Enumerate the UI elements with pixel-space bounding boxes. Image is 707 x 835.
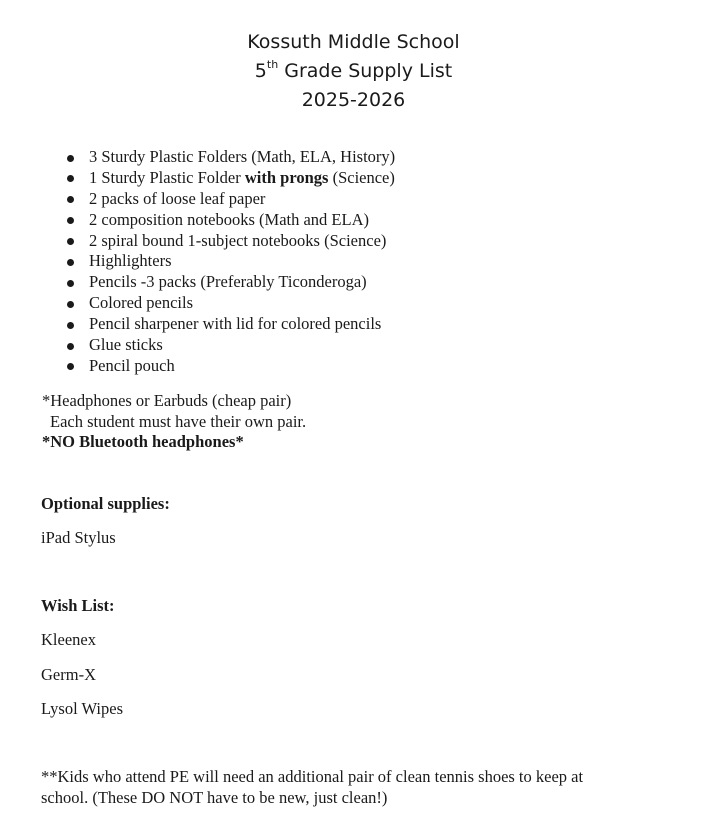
bullet-icon <box>67 175 74 182</box>
wishlist-item: Kleenex <box>41 630 96 649</box>
wishlist-item: Germ-X <box>41 665 96 684</box>
list-title <box>0 57 707 86</box>
school-name: Kossuth Middle School <box>247 31 460 53</box>
optional-heading: Optional supplies: <box>41 494 170 513</box>
no-bluetooth-warning: *NO Bluetooth headphones* <box>42 432 244 451</box>
page-header <box>0 28 707 115</box>
headphones-line: *Headphones or Earbuds (cheap pair) <box>42 391 292 410</box>
bullet-icon <box>67 196 74 203</box>
bullet-icon <box>67 343 74 350</box>
bullet-icon <box>67 259 74 266</box>
supply-list <box>62 147 395 377</box>
grade-number: 5 <box>254 60 267 82</box>
bullet-icon <box>67 155 74 162</box>
bullet-icon <box>67 238 74 245</box>
list-item: Pencil pouch <box>62 356 395 377</box>
headphones-own-pair: Each student must have their own pair. <box>50 411 307 431</box>
grade-suffix: th <box>266 58 279 71</box>
wishlist-heading: Wish List: <box>41 596 115 615</box>
footnote-line: **Kids who attend PE will need an additional pair of clean tennis shoes to keep at <box>41 767 584 786</box>
list-item: Glue sticks <box>62 335 395 356</box>
list-item: 2 spiral bound 1-subject notebooks (Science) <box>62 231 395 252</box>
list-title-text: Grade Supply List <box>278 60 453 82</box>
optional-item: iPad Stylus <box>41 528 116 547</box>
list-item: Pencils -3 packs (Preferably Ticonderoga) <box>62 272 395 293</box>
pe-shoes-footnote <box>41 767 583 808</box>
list-item: 1 Sturdy Plastic Folder with prongs (Science) <box>62 168 395 189</box>
list-item: Highlighters <box>62 251 395 272</box>
footnote-line: school. (These DO NOT have to be new, just clean!) <box>41 787 388 807</box>
bullet-icon <box>67 217 74 224</box>
list-item: 3 Sturdy Plastic Folders (Math, ELA, History) <box>62 147 395 168</box>
bullet-icon <box>67 322 74 329</box>
bullet-icon <box>67 301 74 308</box>
list-item: 2 composition notebooks (Math and ELA) <box>62 210 395 231</box>
school-year: 2025-2026 <box>301 89 406 111</box>
bullet-icon <box>67 363 74 370</box>
headphones-note <box>42 391 306 453</box>
list-item: Colored pencils <box>62 293 395 314</box>
bullet-icon <box>67 280 74 287</box>
list-item: 2 packs of loose leaf paper <box>62 189 395 210</box>
wishlist-item: Lysol Wipes <box>41 699 123 718</box>
list-item: Pencil sharpener with lid for colored pencils <box>62 314 395 335</box>
